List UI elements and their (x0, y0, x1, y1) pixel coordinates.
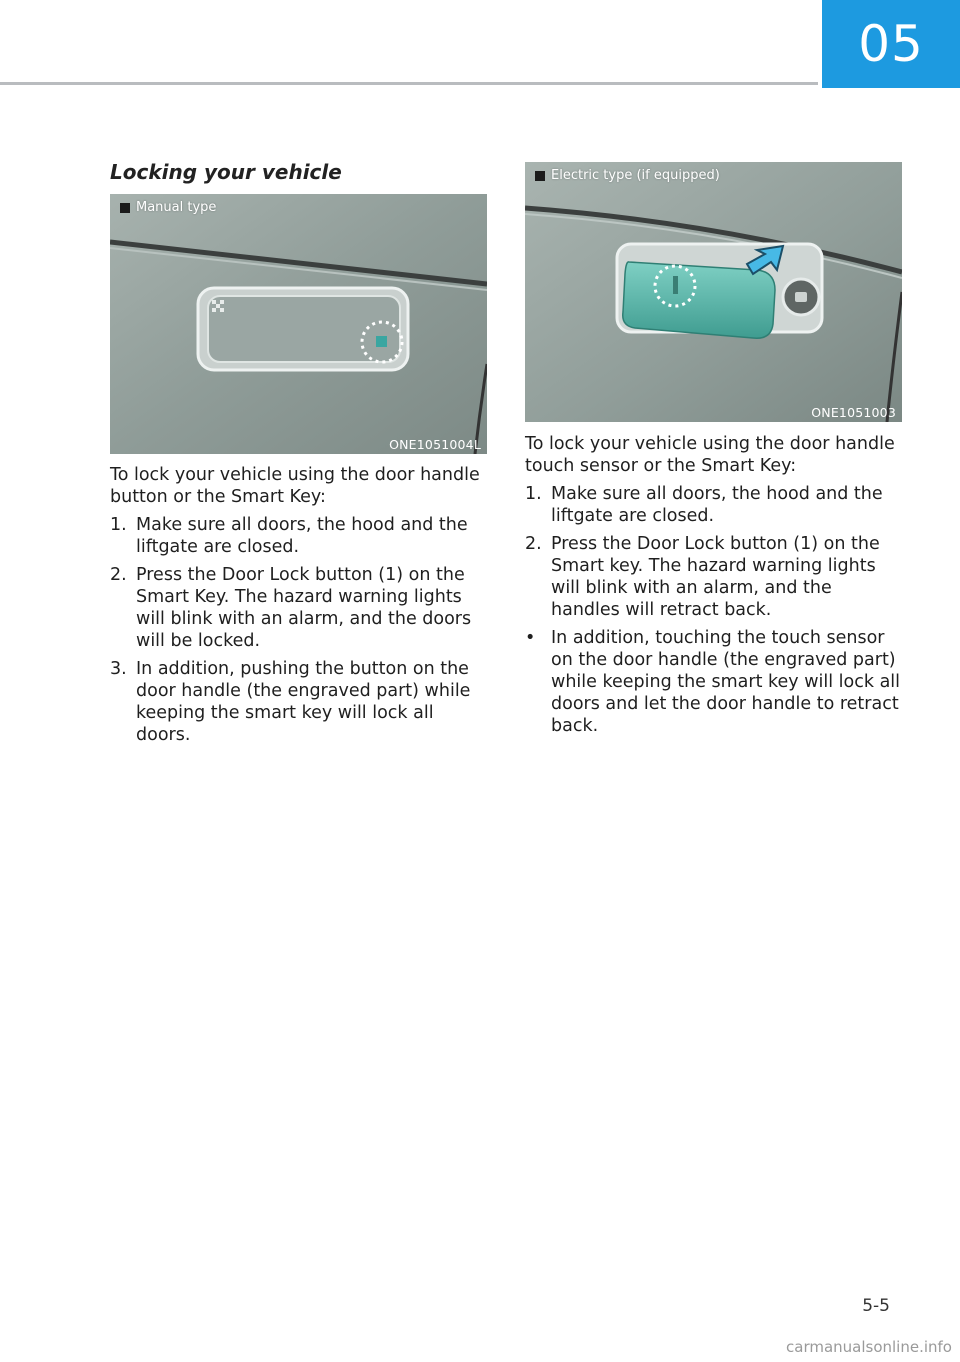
step-text: In addition, pushing the button on the door handle (the engraved part) while keeping the smart key will lock all doors. (136, 659, 471, 745)
list-item (110, 514, 490, 558)
electric-type-caption-text: Electric type (if equipped) (551, 168, 720, 183)
manual-type-figure (110, 194, 487, 454)
square-bullet-icon (535, 171, 545, 181)
electric-figure-code: ONE1051003 (811, 405, 896, 420)
bullet-marker: • (525, 628, 536, 648)
step-text: Make sure all doors, the hood and the liftgate are closed. (136, 515, 468, 557)
right-steps (525, 483, 903, 737)
left-steps (110, 514, 490, 746)
section-title: Locking your vehicle (110, 160, 342, 184)
electric-type-figure (525, 162, 902, 422)
electric-type-caption (535, 168, 720, 183)
manual-type-caption-text: Manual type (136, 200, 217, 215)
watermark: carmanualsonline.info (786, 1338, 952, 1356)
square-bullet-icon (120, 203, 130, 213)
step-text: Press the Door Lock button (1) on the Smart Key. The hazard warning lights will blink with an alarm, and the doors will be locked. (136, 565, 472, 651)
step-text: Make sure all doors, the hood and the liftgate are closed. (551, 484, 883, 526)
right-intro: To lock your vehicle using the door handle touch sensor or the Smart Key: (525, 434, 895, 476)
header-rule (0, 82, 818, 85)
page-number: 5-5 (862, 1296, 890, 1316)
step-number: 1. (110, 515, 127, 535)
electric-door-illustration (525, 162, 902, 422)
manual-type-caption (120, 200, 216, 215)
step-number: 1. (525, 484, 542, 504)
step-number: 3. (110, 659, 127, 679)
manual-door-illustration (110, 194, 487, 454)
left-intro: To lock your vehicle using the door handle button or the Smart Key: (110, 465, 480, 507)
manual-figure-code: ONE1051004L (389, 437, 481, 452)
step-number: 2. (525, 534, 542, 554)
chapter-tab: 05 (822, 0, 960, 88)
list-item (110, 564, 490, 652)
left-column-text (110, 464, 490, 752)
step-number: 2. (110, 565, 127, 585)
step-text: In addition, touching the touch sensor on the door handle (the engraved part) while keeping the smart key will lock all doors and let the door handle to retract back. (551, 628, 901, 736)
list-item (525, 533, 903, 621)
right-column-text (525, 433, 903, 743)
step-text: Press the Door Lock button (1) on the Smart key. The hazard warning lights will blink with an alarm, and the handles will retract back. (551, 534, 880, 620)
list-item (525, 483, 903, 527)
list-item (110, 658, 490, 746)
list-item (525, 627, 903, 737)
